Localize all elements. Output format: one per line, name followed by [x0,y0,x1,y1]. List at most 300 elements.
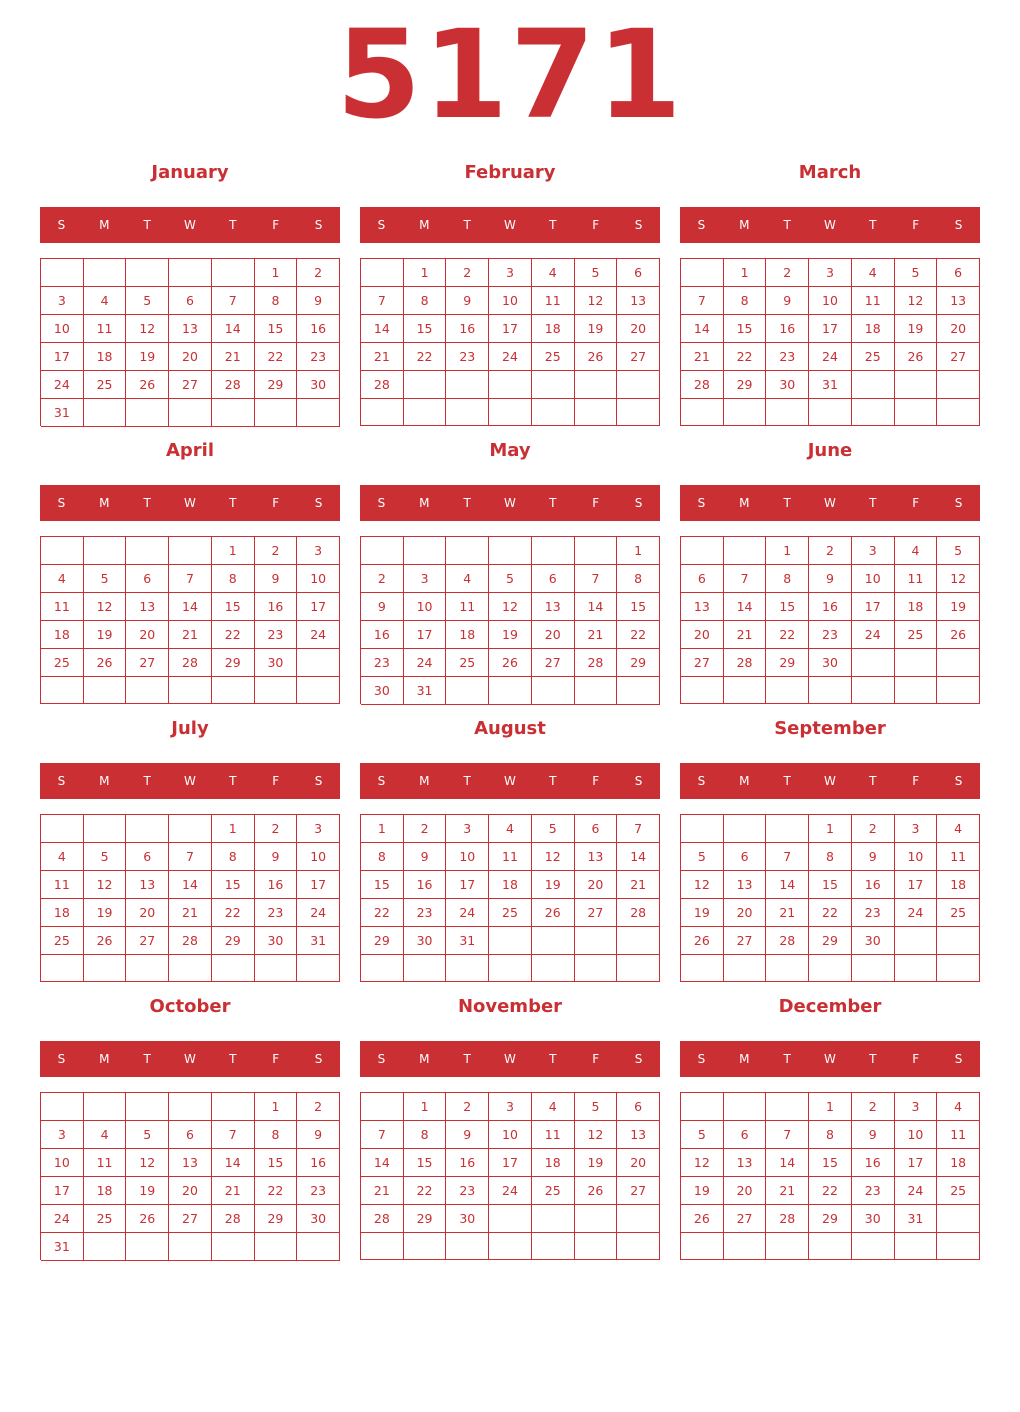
day-cell: 30 [852,927,895,955]
day-cell: 12 [681,871,724,899]
day-cell: 16 [766,315,809,343]
empty-cell [937,1233,980,1260]
months-grid [40,155,980,1267]
weekday-label: W [824,1052,836,1066]
weekday-label: T [463,1052,471,1066]
empty-cell [126,259,169,287]
day-cell: 8 [404,287,447,315]
month-name: May [489,440,531,461]
empty-cell [212,677,255,704]
day-cell: 11 [937,843,980,871]
weekday-label: M [419,1052,430,1066]
empty-cell [575,537,618,565]
empty-cell [126,537,169,565]
month-name: October [149,996,231,1017]
day-cell: 10 [895,1121,938,1149]
day-grid [40,258,340,426]
day-cell: 3 [852,537,895,565]
empty-cell [937,927,980,955]
day-cell: 11 [84,1149,127,1177]
empty-cell [575,371,618,399]
day-cell: 22 [255,343,298,371]
empty-cell [84,955,127,982]
day-cell: 26 [937,621,980,649]
day-cell: 3 [895,1093,938,1121]
day-grid [680,1092,980,1260]
day-cell: 12 [895,287,938,315]
day-cell: 29 [361,927,404,955]
day-cell: 17 [489,315,532,343]
day-cell: 20 [617,1149,660,1177]
day-cell: 7 [169,843,212,871]
empty-cell [126,677,169,704]
weekday-label: F [592,1052,600,1066]
weekday-label: M [99,774,110,788]
day-cell: 31 [41,1233,84,1261]
day-cell: 28 [169,927,212,955]
day-cell: 7 [212,287,255,315]
day-cell: 21 [212,343,255,371]
day-cell: 17 [404,621,447,649]
empty-cell [895,927,938,955]
day-cell: 1 [809,815,852,843]
day-cell: 19 [489,621,532,649]
day-cell: 14 [766,871,809,899]
empty-cell [937,1205,980,1233]
day-cell: 14 [681,315,724,343]
empty-cell [404,537,447,565]
empty-cell [84,399,127,427]
day-cell: 28 [766,1205,809,1233]
day-cell: 13 [681,593,724,621]
empty-cell [361,955,404,982]
day-cell: 12 [84,593,127,621]
day-cell: 3 [489,259,532,287]
empty-cell [575,399,618,426]
day-cell: 27 [169,371,212,399]
day-cell: 4 [41,565,84,593]
day-cell: 14 [169,871,212,899]
empty-cell [126,399,169,427]
empty-cell [255,1233,298,1261]
weekday-label: S [314,496,323,510]
weekday-label: T [143,496,151,510]
day-cell: 14 [766,1149,809,1177]
day-cell: 10 [852,565,895,593]
day-cell: 2 [446,1093,489,1121]
day-cell: 21 [766,899,809,927]
day-cell: 13 [575,843,618,871]
day-cell: 1 [404,1093,447,1121]
year-title: 5171 [336,4,684,146]
empty-cell [532,1233,575,1260]
day-cell: 12 [532,843,575,871]
empty-cell [212,955,255,982]
day-cell: 15 [212,593,255,621]
day-cell: 20 [532,621,575,649]
day-cell: 20 [681,621,724,649]
day-cell: 9 [297,287,340,315]
empty-cell [766,399,809,426]
day-cell: 26 [126,1205,169,1233]
day-cell: 5 [126,1121,169,1149]
day-cell: 23 [809,621,852,649]
day-cell: 19 [681,899,724,927]
empty-cell [446,677,489,705]
day-cell: 19 [84,621,127,649]
day-cell: 7 [212,1121,255,1149]
day-cell: 14 [212,315,255,343]
day-cell: 17 [489,1149,532,1177]
weekday-label: M [99,218,110,232]
day-cell: 21 [681,343,724,371]
day-cell: 28 [361,1205,404,1233]
day-cell: 11 [532,287,575,315]
day-cell: 13 [617,1121,660,1149]
empty-cell [532,1205,575,1233]
month-october [40,989,340,1267]
weekday-header [360,207,660,243]
day-cell: 4 [84,287,127,315]
day-cell: 13 [169,1149,212,1177]
day-cell: 19 [532,871,575,899]
day-cell: 16 [297,315,340,343]
day-cell: 25 [937,1177,980,1205]
day-cell: 9 [446,1121,489,1149]
weekday-label: W [504,496,516,510]
empty-cell [84,1233,127,1261]
day-cell: 15 [255,1149,298,1177]
day-cell: 26 [84,927,127,955]
weekday-label: F [592,218,600,232]
empty-cell [489,537,532,565]
day-cell: 24 [895,1177,938,1205]
day-cell: 26 [895,343,938,371]
day-cell: 22 [404,343,447,371]
day-cell: 1 [617,537,660,565]
empty-cell [724,677,767,704]
day-cell: 20 [724,899,767,927]
weekday-label: M [419,218,430,232]
empty-cell [84,259,127,287]
month-february [360,155,660,433]
weekday-label: S [697,774,706,788]
empty-cell [809,677,852,704]
empty-cell [255,399,298,427]
day-cell: 7 [724,565,767,593]
day-cell: 6 [681,565,724,593]
day-cell: 28 [169,649,212,677]
day-cell: 22 [361,899,404,927]
day-cell: 8 [255,1121,298,1149]
day-cell: 2 [297,1093,340,1121]
day-cell: 23 [255,899,298,927]
day-cell: 26 [126,371,169,399]
weekday-label: T [549,218,557,232]
month-january [40,155,340,433]
weekday-label: W [184,218,196,232]
day-cell: 15 [255,315,298,343]
empty-cell [489,399,532,426]
weekday-label: S [954,1052,963,1066]
weekday-label: T [869,218,877,232]
empty-cell [937,649,980,677]
day-cell: 21 [169,621,212,649]
day-cell: 9 [446,287,489,315]
day-cell: 16 [809,593,852,621]
day-grid [680,258,980,426]
empty-cell [169,399,212,427]
day-cell: 9 [361,593,404,621]
day-cell: 26 [575,1177,618,1205]
day-cell: 13 [724,1149,767,1177]
day-cell: 24 [446,899,489,927]
weekday-label: T [549,774,557,788]
empty-cell [169,1093,212,1121]
day-cell: 6 [617,259,660,287]
empty-cell [895,371,938,399]
empty-cell [617,677,660,705]
day-cell: 20 [724,1177,767,1205]
day-cell: 31 [446,927,489,955]
empty-cell [126,955,169,982]
month-july [40,711,340,989]
weekday-header [680,1041,980,1077]
empty-cell [766,677,809,704]
day-cell: 31 [404,677,447,705]
weekday-label: S [314,218,323,232]
day-cell: 29 [255,1205,298,1233]
day-cell: 25 [84,1205,127,1233]
day-cell: 22 [212,899,255,927]
day-cell: 3 [297,815,340,843]
day-cell: 26 [489,649,532,677]
day-grid [360,536,660,704]
day-cell: 18 [895,593,938,621]
day-cell: 7 [766,1121,809,1149]
empty-cell [361,399,404,426]
day-cell: 15 [404,1149,447,1177]
weekday-header [680,207,980,243]
day-cell: 17 [895,1149,938,1177]
day-cell: 18 [41,621,84,649]
day-cell: 28 [212,371,255,399]
weekday-label: F [592,774,600,788]
day-cell: 8 [255,287,298,315]
day-cell: 14 [575,593,618,621]
weekday-label: T [783,218,791,232]
empty-cell [41,1093,84,1121]
day-cell: 21 [766,1177,809,1205]
weekday-label: W [504,774,516,788]
day-cell: 10 [41,1149,84,1177]
day-cell: 29 [766,649,809,677]
empty-cell [169,955,212,982]
day-cell: 14 [361,1149,404,1177]
day-cell: 20 [937,315,980,343]
day-cell: 28 [361,371,404,399]
empty-cell [766,1233,809,1260]
day-grid [40,1092,340,1260]
empty-cell [297,399,340,427]
day-cell: 15 [404,315,447,343]
empty-cell [169,1233,212,1261]
day-cell: 30 [255,649,298,677]
weekday-header [680,763,980,799]
empty-cell [489,677,532,705]
day-cell: 5 [895,259,938,287]
weekday-label: S [57,1052,66,1066]
weekday-label: M [739,1052,750,1066]
empty-cell [361,1093,404,1121]
weekday-label: S [377,218,386,232]
empty-cell [404,1233,447,1260]
empty-cell [361,259,404,287]
day-cell: 22 [809,899,852,927]
empty-cell [446,371,489,399]
day-cell: 23 [852,1177,895,1205]
weekday-label: F [912,774,920,788]
day-cell: 16 [852,1149,895,1177]
day-cell: 4 [532,259,575,287]
day-cell: 29 [617,649,660,677]
day-cell: 1 [255,1093,298,1121]
day-cell: 1 [212,815,255,843]
weekday-label: T [549,496,557,510]
day-cell: 30 [255,927,298,955]
weekday-header [40,485,340,521]
weekday-label: M [99,1052,110,1066]
empty-cell [84,815,127,843]
day-cell: 5 [575,1093,618,1121]
empty-cell [489,371,532,399]
day-cell: 2 [852,1093,895,1121]
day-cell: 4 [41,843,84,871]
day-cell: 4 [532,1093,575,1121]
day-cell: 18 [532,1149,575,1177]
day-cell: 17 [446,871,489,899]
day-cell: 1 [255,259,298,287]
day-cell: 22 [809,1177,852,1205]
day-cell: 24 [489,1177,532,1205]
day-cell: 2 [255,815,298,843]
day-cell: 5 [937,537,980,565]
weekday-label: S [634,496,643,510]
day-cell: 6 [169,1121,212,1149]
empty-cell [169,537,212,565]
day-cell: 29 [724,371,767,399]
empty-cell [724,955,767,982]
day-cell: 6 [532,565,575,593]
day-cell: 15 [361,871,404,899]
weekday-label: S [377,1052,386,1066]
empty-cell [617,955,660,982]
day-cell: 3 [41,1121,84,1149]
weekday-label: T [229,218,237,232]
day-cell: 1 [361,815,404,843]
day-cell: 3 [809,259,852,287]
day-cell: 5 [84,565,127,593]
empty-cell [809,955,852,982]
day-cell: 11 [489,843,532,871]
weekday-label: T [549,1052,557,1066]
day-cell: 10 [489,287,532,315]
empty-cell [126,1233,169,1261]
day-grid [40,814,340,982]
day-cell: 15 [766,593,809,621]
day-cell: 12 [575,287,618,315]
day-cell: 27 [724,927,767,955]
weekday-label: T [143,774,151,788]
day-cell: 18 [489,871,532,899]
month-name: September [774,718,886,739]
weekday-label: S [57,496,66,510]
day-cell: 26 [84,649,127,677]
day-cell: 3 [895,815,938,843]
day-cell: 1 [809,1093,852,1121]
weekday-label: F [272,496,280,510]
weekday-label: F [272,218,280,232]
day-cell: 2 [766,259,809,287]
empty-cell [212,399,255,427]
day-cell: 16 [852,871,895,899]
day-cell: 11 [84,315,127,343]
day-cell: 18 [84,343,127,371]
day-cell: 8 [766,565,809,593]
empty-cell [84,677,127,704]
day-cell: 23 [404,899,447,927]
weekday-label: W [184,774,196,788]
day-cell: 12 [84,871,127,899]
day-cell: 16 [446,1149,489,1177]
day-cell: 30 [404,927,447,955]
month-march [680,155,980,433]
empty-cell [617,371,660,399]
day-cell: 7 [575,565,618,593]
day-cell: 23 [446,343,489,371]
empty-cell [297,1233,340,1261]
empty-cell [84,1093,127,1121]
empty-cell [41,677,84,704]
day-cell: 9 [852,843,895,871]
empty-cell [532,927,575,955]
day-cell: 8 [212,565,255,593]
day-cell: 8 [361,843,404,871]
weekday-header [360,1041,660,1077]
day-cell: 11 [446,593,489,621]
day-cell: 29 [255,371,298,399]
empty-cell [809,1233,852,1260]
weekday-header [360,763,660,799]
day-cell: 10 [41,315,84,343]
day-cell: 1 [404,259,447,287]
day-cell: 11 [895,565,938,593]
day-cell: 11 [937,1121,980,1149]
empty-cell [766,1093,809,1121]
day-cell: 26 [681,927,724,955]
empty-cell [852,955,895,982]
day-cell: 17 [809,315,852,343]
day-cell: 18 [937,1149,980,1177]
empty-cell [937,955,980,982]
day-cell: 12 [937,565,980,593]
day-cell: 29 [404,1205,447,1233]
empty-cell [84,537,127,565]
day-cell: 23 [297,1177,340,1205]
weekday-label: F [272,1052,280,1066]
day-cell: 27 [126,649,169,677]
day-cell: 27 [532,649,575,677]
